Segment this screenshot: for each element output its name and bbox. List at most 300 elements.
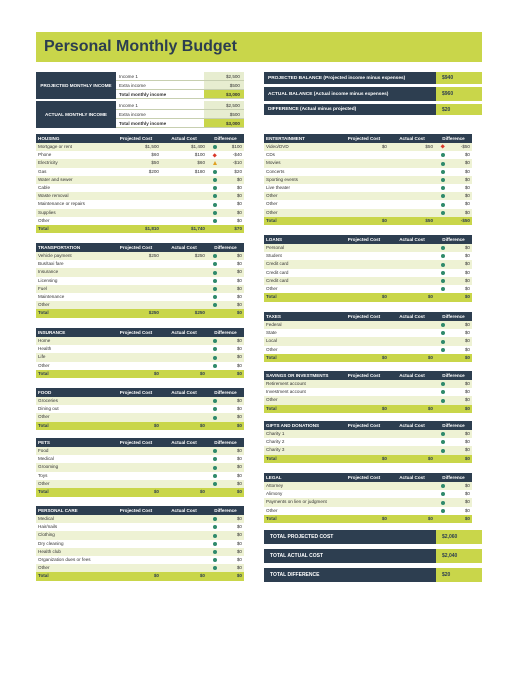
table-row	[264, 277, 472, 285]
projected-cost-cell[interactable]: $60	[151, 152, 159, 158]
actual-cost-cell[interactable]	[389, 438, 435, 446]
summary-sub-label: Income 1	[116, 72, 204, 81]
projected-cost-cell[interactable]: $1,500	[144, 144, 159, 149]
total-label: Total	[266, 354, 277, 360]
total-label: TOTAL ACTUAL COST	[264, 549, 436, 563]
actual-cost-cell[interactable]	[161, 285, 207, 293]
actual-cost-cell[interactable]	[161, 480, 207, 488]
difference-cell	[207, 463, 244, 471]
total-difference: $0	[236, 370, 242, 376]
row-label: Fuel	[38, 285, 47, 291]
table-row	[36, 337, 244, 345]
actual-cost-cell[interactable]	[389, 269, 435, 277]
difference-cell	[207, 480, 244, 488]
projected-cost-cell[interactable]	[111, 345, 161, 353]
difference-cell	[435, 151, 472, 159]
projected-cost-cell[interactable]	[339, 184, 389, 192]
actual-cost-cell[interactable]	[161, 455, 207, 463]
table-row	[36, 397, 244, 405]
section-total-row	[264, 354, 472, 363]
row-label: Water and sewer	[38, 176, 73, 182]
projected-cost-cell[interactable]	[111, 192, 161, 200]
projected-cost-cell[interactable]	[111, 564, 161, 572]
table-row	[36, 548, 244, 556]
total-value: $2,060	[436, 530, 482, 544]
green-circle-icon	[213, 194, 217, 198]
actual-cost-cell[interactable]: $100	[194, 152, 205, 158]
section-title: TAXES	[266, 314, 281, 319]
actual-cost-cell[interactable]	[389, 482, 435, 490]
table-row	[264, 252, 472, 260]
difference-cell	[207, 159, 244, 167]
actual-cost-cell[interactable]	[161, 268, 207, 276]
difference-cell	[435, 159, 472, 167]
row-label: Other	[38, 565, 50, 571]
actual-cost-cell[interactable]: $1,400	[190, 144, 205, 149]
difference-value: $0	[464, 168, 470, 174]
projected-cost-cell[interactable]	[339, 244, 389, 252]
projected-cost-cell[interactable]	[111, 515, 161, 523]
projected-cost-cell[interactable]	[111, 480, 161, 488]
column-header-projected: Projected Cost	[119, 390, 153, 395]
actual-cost-cell[interactable]	[161, 548, 207, 556]
actual-cost-cell[interactable]	[161, 413, 207, 421]
table-row	[264, 321, 472, 329]
section-personal-care	[36, 506, 244, 581]
section-total-row	[36, 488, 244, 497]
table-row	[264, 446, 472, 454]
difference-value: $0	[236, 209, 242, 215]
actual-cost-cell[interactable]	[389, 159, 435, 167]
difference-value: $0	[464, 209, 470, 215]
difference-value: -$40	[232, 152, 242, 158]
green-circle-icon	[213, 525, 217, 529]
table-row	[36, 143, 244, 151]
actual-cost-cell[interactable]	[389, 260, 435, 268]
actual-cost-cell[interactable]	[161, 260, 207, 268]
projected-cost-cell[interactable]	[339, 337, 389, 345]
row-label: Credit card	[266, 261, 289, 267]
table-row	[36, 176, 244, 184]
actual-cost-cell[interactable]	[161, 362, 207, 370]
actual-cost-cell[interactable]	[161, 463, 207, 471]
projected-cost-cell[interactable]	[339, 285, 389, 293]
column-header-projected: Projected Cost	[119, 440, 153, 445]
projected-cost-cell[interactable]	[339, 438, 389, 446]
green-circle-icon	[441, 153, 445, 157]
projected-cost-cell[interactable]	[339, 277, 389, 285]
row-label: Investment account	[266, 389, 306, 395]
table-row	[36, 277, 244, 285]
section-header	[264, 421, 472, 430]
green-circle-icon	[213, 303, 217, 307]
row-label: Licensing	[38, 277, 58, 283]
section-total-row	[264, 293, 472, 302]
projected-cost-cell[interactable]: $200	[148, 168, 159, 174]
difference-value: $0	[464, 397, 470, 403]
total-actual: $0	[427, 354, 433, 360]
actual-cost-cell[interactable]	[389, 430, 435, 438]
actual-cost-cell[interactable]	[389, 151, 435, 159]
actual-cost-cell[interactable]	[389, 209, 435, 217]
actual-cost-cell[interactable]: $50	[425, 144, 433, 149]
projected-cost-cell[interactable]	[111, 353, 161, 361]
table-row	[36, 564, 244, 572]
actual-cost-cell[interactable]	[161, 301, 207, 309]
actual-cost-cell[interactable]	[389, 285, 435, 293]
green-circle-icon	[441, 263, 445, 267]
green-circle-icon	[213, 254, 217, 258]
difference-value: $0	[464, 338, 470, 344]
table-row	[264, 380, 472, 388]
projected-cost-cell[interactable]	[111, 337, 161, 345]
section-header	[36, 134, 244, 143]
actual-cost-cell[interactable]	[389, 396, 435, 404]
projected-cost-cell[interactable]	[339, 446, 389, 454]
projected-cost-cell[interactable]	[339, 482, 389, 490]
total-projected: $0	[153, 422, 159, 428]
row-label: Bus/taxi fare	[38, 261, 64, 267]
balance-row	[264, 104, 482, 115]
projected-cost-cell[interactable]	[111, 531, 161, 539]
actual-cost-cell[interactable]	[161, 217, 207, 225]
projected-cost-cell[interactable]	[339, 168, 389, 176]
difference-cell	[207, 217, 244, 225]
total-projected: $0	[381, 455, 387, 461]
actual-income-rows	[116, 101, 244, 128]
projected-cost-cell[interactable]	[339, 209, 389, 217]
projected-cost-cell[interactable]	[339, 269, 389, 277]
actual-cost-cell[interactable]	[389, 192, 435, 200]
green-circle-icon	[441, 170, 445, 174]
column-header-projected: Projected Cost	[347, 237, 381, 242]
total-label: Total	[266, 294, 277, 300]
row-label: Electricity	[38, 160, 58, 166]
column-header-projected: Projected Cost	[119, 508, 153, 513]
difference-cell	[207, 523, 244, 531]
difference-value: -$50	[460, 144, 470, 149]
green-circle-icon	[213, 542, 217, 546]
projected-cost-cell[interactable]	[111, 447, 161, 455]
projected-cost-cell[interactable]	[111, 523, 161, 531]
actual-cost-cell[interactable]	[389, 176, 435, 184]
difference-value: $0	[464, 193, 470, 199]
column-header-difference: Difference	[214, 136, 237, 141]
row-label: Medical	[38, 456, 54, 462]
row-label: Other	[38, 480, 50, 486]
section-header	[36, 243, 244, 252]
summary-row	[116, 90, 244, 99]
total-label: Total	[266, 455, 277, 461]
actual-cost-cell[interactable]	[389, 346, 435, 354]
projected-cost-cell[interactable]	[111, 277, 161, 285]
column-header-projected: Projected Cost	[347, 475, 381, 480]
row-label: Charity 3	[266, 447, 285, 453]
total-actual: $1,740	[190, 225, 205, 231]
total-projected: $0	[153, 370, 159, 376]
actual-cost-cell[interactable]	[389, 337, 435, 345]
actual-cost-cell[interactable]	[161, 556, 207, 564]
projected-cost-cell[interactable]	[111, 548, 161, 556]
projected-cost-cell[interactable]	[339, 498, 389, 506]
difference-value: $0	[464, 269, 470, 275]
row-label: Other	[38, 414, 50, 420]
table-row	[264, 438, 472, 446]
total-projected: $0	[381, 405, 387, 411]
total-actual: $0	[427, 455, 433, 461]
actual-cost-cell[interactable]	[389, 507, 435, 515]
row-label: Groceries	[38, 398, 58, 403]
difference-value: $0	[236, 406, 242, 412]
actual-cost-cell[interactable]	[161, 447, 207, 455]
difference-value: $0	[236, 269, 242, 275]
table-row	[36, 413, 244, 421]
projected-cost-cell[interactable]	[339, 151, 389, 159]
income-summary	[36, 72, 244, 130]
total-projected: $0	[381, 515, 387, 521]
row-label: Mortgage or rent	[38, 144, 72, 149]
actual-cost-cell[interactable]	[161, 531, 207, 539]
table-row	[264, 269, 472, 277]
projected-cost-cell[interactable]	[111, 217, 161, 225]
row-label: Other	[266, 397, 278, 403]
actual-cost-cell[interactable]	[161, 176, 207, 184]
green-circle-icon	[213, 219, 217, 223]
table-row	[36, 209, 244, 217]
difference-value: $0	[236, 362, 242, 368]
projected-cost-cell[interactable]	[339, 490, 389, 498]
table-row	[264, 260, 472, 268]
difference-value: $0	[236, 176, 242, 182]
row-label: Health	[38, 346, 52, 352]
column-header-projected: Projected Cost	[347, 423, 381, 428]
row-label: Video/DVD	[266, 144, 289, 149]
total-projected: $1,810	[144, 225, 159, 231]
column-header-actual: Actual Cost	[171, 440, 197, 445]
actual-cost-cell[interactable]: $180	[194, 168, 205, 174]
row-label: Health club	[38, 548, 61, 554]
projected-cost-cell[interactable]: $250	[148, 253, 159, 258]
green-circle-icon	[213, 356, 217, 360]
projected-cost-cell[interactable]	[339, 346, 389, 354]
difference-cell	[207, 285, 244, 293]
actual-cost-cell[interactable]	[161, 192, 207, 200]
row-label: Grooming	[38, 464, 59, 470]
row-label: Retirement account	[266, 381, 306, 386]
total-label: Total	[266, 405, 277, 411]
row-label: Other	[38, 302, 50, 308]
actual-cost-cell[interactable]	[389, 446, 435, 454]
green-circle-icon	[213, 449, 217, 453]
actual-cost-cell[interactable]	[161, 337, 207, 345]
difference-cell	[207, 548, 244, 556]
summary-row	[116, 101, 244, 110]
actual-cost-cell[interactable]	[161, 405, 207, 413]
actual-cost-cell[interactable]	[161, 184, 207, 192]
green-circle-icon	[441, 509, 445, 513]
green-circle-icon	[213, 347, 217, 351]
projected-cost-cell[interactable]	[111, 268, 161, 276]
difference-cell	[435, 143, 472, 151]
projected-cost-cell[interactable]	[339, 507, 389, 515]
actual-cost-cell[interactable]	[389, 329, 435, 337]
projected-cost-cell[interactable]	[339, 430, 389, 438]
difference-cell	[435, 438, 472, 446]
section-header	[264, 235, 472, 244]
page-title: Personal Monthly Budget	[44, 38, 237, 55]
projected-cost-cell[interactable]	[339, 321, 389, 329]
table-row	[36, 301, 244, 309]
actual-cost-cell[interactable]	[161, 345, 207, 353]
difference-cell	[207, 472, 244, 480]
column-header-projected: Projected Cost	[347, 136, 381, 141]
projected-cost-cell[interactable]	[111, 540, 161, 548]
table-row	[264, 507, 472, 515]
column-header-actual: Actual Cost	[399, 373, 425, 378]
actual-cost-cell[interactable]	[161, 277, 207, 285]
actual-cost-cell[interactable]	[389, 168, 435, 176]
difference-value: $0	[236, 398, 242, 403]
actual-cost-cell[interactable]	[389, 277, 435, 285]
projected-cost-cell[interactable]	[339, 396, 389, 404]
actual-cost-cell[interactable]	[389, 380, 435, 388]
table-row	[264, 430, 472, 438]
green-circle-icon	[441, 178, 445, 182]
projected-cost-cell[interactable]	[111, 405, 161, 413]
section-taxes	[264, 312, 472, 362]
section-header	[36, 438, 244, 447]
green-circle-icon	[213, 407, 217, 411]
total-actual: $0	[199, 370, 205, 376]
difference-cell	[435, 507, 472, 515]
column-header-difference: Difference	[214, 440, 237, 445]
projected-cost-cell[interactable]	[339, 176, 389, 184]
green-circle-icon	[213, 534, 217, 538]
projected-cost-cell[interactable]	[339, 388, 389, 396]
projected-cost-cell[interactable]	[111, 209, 161, 217]
projected-cost-cell[interactable]	[339, 260, 389, 268]
projected-cost-cell[interactable]	[111, 413, 161, 421]
total-label: Total	[266, 217, 277, 223]
actual-cost-cell[interactable]	[389, 244, 435, 252]
difference-value: $20	[234, 168, 242, 174]
green-circle-icon	[213, 287, 217, 291]
row-label: Other	[266, 507, 278, 513]
difference-value: $0	[236, 516, 242, 521]
projected-cost-cell[interactable]	[339, 159, 389, 167]
projected-cost-cell[interactable]	[111, 397, 161, 405]
green-circle-icon	[441, 399, 445, 403]
actual-cost-cell[interactable]	[389, 184, 435, 192]
projected-cost-cell[interactable]	[339, 252, 389, 260]
difference-cell	[435, 388, 472, 396]
actual-cost-cell[interactable]	[161, 472, 207, 480]
section-header	[264, 134, 472, 143]
projected-cost-cell[interactable]: $50	[151, 160, 159, 166]
difference-cell	[207, 515, 244, 523]
actual-cost-cell[interactable]	[161, 200, 207, 208]
projected-cost-cell[interactable]	[339, 380, 389, 388]
actual-cost-cell[interactable]	[389, 252, 435, 260]
projected-cost-cell[interactable]	[111, 463, 161, 471]
section-legal	[264, 473, 472, 523]
actual-cost-cell[interactable]	[161, 209, 207, 217]
projected-cost-cell[interactable]	[111, 176, 161, 184]
difference-value: $0	[464, 499, 470, 505]
projected-cost-cell[interactable]	[111, 200, 161, 208]
projected-cost-cell[interactable]	[111, 301, 161, 309]
row-label: Toys	[38, 472, 48, 478]
difference-cell	[435, 200, 472, 208]
row-label: Sporting events	[266, 176, 298, 182]
difference-value: $0	[236, 414, 242, 420]
projected-cost-cell[interactable]	[339, 329, 389, 337]
section-total-row	[264, 515, 472, 524]
table-row	[36, 260, 244, 268]
row-label: Dry cleaning	[38, 540, 64, 546]
projected-cost-cell[interactable]	[111, 285, 161, 293]
row-label: Federal	[266, 322, 282, 327]
difference-value: $0	[236, 184, 242, 190]
actual-cost-cell[interactable]	[161, 353, 207, 361]
actual-cost-cell[interactable]	[161, 564, 207, 572]
difference-cell	[435, 176, 472, 184]
green-circle-icon	[213, 558, 217, 562]
difference-value: $0	[236, 532, 242, 538]
total-actual: $0	[427, 405, 433, 411]
actual-cost-cell[interactable]	[389, 490, 435, 498]
row-label: State	[266, 330, 277, 336]
column-header-actual: Actual Cost	[399, 314, 425, 319]
projected-cost-cell[interactable]	[111, 293, 161, 301]
green-circle-icon	[213, 517, 217, 521]
projected-cost-cell[interactable]: $0	[381, 144, 387, 149]
actual-cost-cell[interactable]: $60	[197, 160, 205, 166]
row-label: Food	[38, 448, 49, 453]
actual-cost-cell[interactable]	[389, 388, 435, 396]
actual-cost-cell[interactable]	[389, 321, 435, 329]
actual-cost-cell[interactable]: $250	[194, 253, 205, 258]
projected-cost-cell[interactable]	[111, 472, 161, 480]
projected-cost-cell[interactable]	[111, 556, 161, 564]
green-circle-icon	[441, 331, 445, 335]
projected-cost-cell[interactable]	[339, 200, 389, 208]
projected-cost-cell[interactable]	[111, 184, 161, 192]
table-row	[36, 556, 244, 564]
section-title: GIFTS AND DONATIONS	[266, 423, 320, 428]
actual-cost-cell[interactable]	[389, 200, 435, 208]
actual-cost-cell[interactable]	[161, 523, 207, 531]
projected-cost-cell[interactable]	[111, 455, 161, 463]
table-row	[36, 345, 244, 353]
total-difference: $0	[464, 455, 470, 461]
difference-cell	[435, 430, 472, 438]
actual-cost-cell[interactable]	[389, 498, 435, 506]
difference-value: $0	[464, 322, 470, 327]
green-circle-icon	[441, 162, 445, 166]
projected-cost-cell[interactable]	[339, 192, 389, 200]
actual-cost-cell[interactable]	[161, 293, 207, 301]
actual-cost-cell[interactable]	[161, 515, 207, 523]
column-header-difference: Difference	[214, 390, 237, 395]
actual-cost-cell[interactable]	[161, 397, 207, 405]
table-row	[36, 455, 244, 463]
difference-cell	[435, 482, 472, 490]
actual-cost-cell[interactable]	[161, 540, 207, 548]
difference-value: $0	[464, 483, 470, 488]
projected-cost-cell[interactable]	[111, 260, 161, 268]
projected-cost-cell[interactable]	[111, 362, 161, 370]
